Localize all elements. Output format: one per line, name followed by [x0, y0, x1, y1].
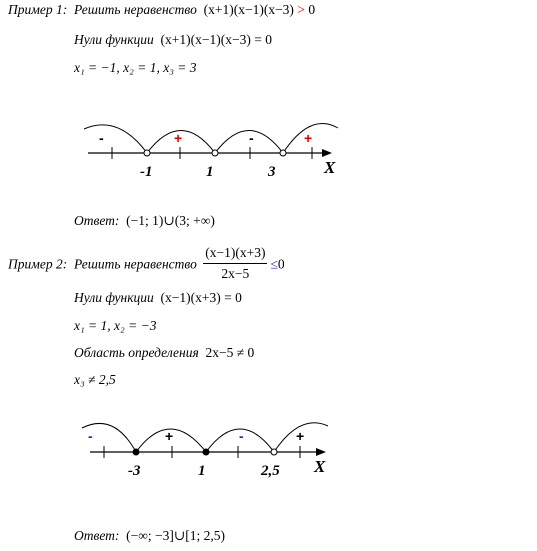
- example2-sign-3: -: [239, 428, 244, 444]
- example2-domain-label: Область определения: [74, 345, 199, 360]
- example2-excluded-point: x₃ ≠ 2,5: [74, 372, 116, 387]
- example1-sign-4: +: [304, 130, 313, 146]
- example2-closed-point: [203, 449, 209, 455]
- example1-axis-arrow: [322, 149, 332, 157]
- example1-answer-label: Ответ:: [74, 213, 120, 228]
- example2-domain-condition: 2x−5 ≠ 0: [205, 345, 255, 360]
- example2-axis-arrow: [316, 448, 326, 456]
- example2-fraction-denominator: 2x−5: [221, 266, 250, 281]
- example1-inequality-body: (x+1)(x−1)(x−3): [203, 2, 294, 17]
- example1-number-line: [84, 124, 338, 180]
- example1-answer: (−1; 1)∪(3; +∞): [126, 213, 215, 228]
- example1-zeros-equation: (x+1)(x−1)(x−3) = 0: [160, 32, 272, 47]
- example2-point-label-1: -3: [128, 463, 141, 479]
- example1-sign-3: -: [249, 130, 254, 146]
- example2-point-label-3: 2,5: [261, 463, 280, 479]
- example1-point-label-1: -1: [140, 164, 153, 180]
- example2-heading: Пример 2:: [8, 256, 68, 272]
- example1-inequality-sign: >: [297, 2, 305, 17]
- example1-heading: Пример 1:: [8, 2, 68, 17]
- example2-domain-line: [74, 345, 254, 361]
- example2-task: Решить неравенство: [73, 256, 197, 272]
- example2-point-label-2: 1: [198, 463, 206, 479]
- example2-answer: (−∞; −3]∪[1; 2,5): [126, 528, 225, 543]
- example2-number-line: [82, 423, 328, 479]
- example2-sign-4: +: [296, 428, 305, 444]
- example2-zeros-line: [74, 290, 242, 306]
- example1-open-point: [144, 150, 150, 156]
- example1-axis-letter: X: [324, 158, 336, 177]
- example2-fraction-numerator: (x−1)(x+3): [203, 244, 267, 264]
- example1-open-point: [212, 150, 218, 156]
- example2-inequality-sign: ≤: [270, 256, 278, 272]
- example1-answer-line: [74, 213, 215, 229]
- example2-roots: x₁ = 1, x₂ = −3: [74, 318, 157, 333]
- example2-line: [8, 246, 285, 285]
- example2-sign-2: +: [165, 428, 174, 444]
- example1-sign-1: -: [99, 130, 104, 146]
- example2-closed-point: [133, 449, 139, 455]
- example2-open-point: [271, 449, 277, 455]
- example1-sign-2: +: [174, 130, 183, 146]
- example2-sign-1: -: [88, 428, 93, 444]
- example2-answer-label: Ответ:: [74, 528, 120, 543]
- example2-inequality-rhs: 0: [277, 256, 285, 272]
- example2-zeros-label: Нули функции: [74, 290, 154, 305]
- example1-roots: x₁ = −1, x₂ = 1, x₃ = 3: [74, 60, 197, 75]
- example1-open-point: [280, 150, 286, 156]
- example2-axis-letter: X: [314, 457, 326, 476]
- example2-answer-line: [74, 528, 225, 544]
- example2-zeros-equation: (x−1)(x+3) = 0: [160, 290, 242, 305]
- example1-inequality-rhs: 0: [308, 2, 316, 17]
- example2-fraction: [203, 244, 267, 283]
- example1-task: Решить неравенство: [73, 2, 197, 17]
- example1-point-label-3: 3: [268, 164, 276, 180]
- example1-zeros-label: Нули функции: [74, 32, 154, 47]
- example1-arc: [84, 125, 147, 153]
- example1-point-label-2: 1: [206, 164, 214, 180]
